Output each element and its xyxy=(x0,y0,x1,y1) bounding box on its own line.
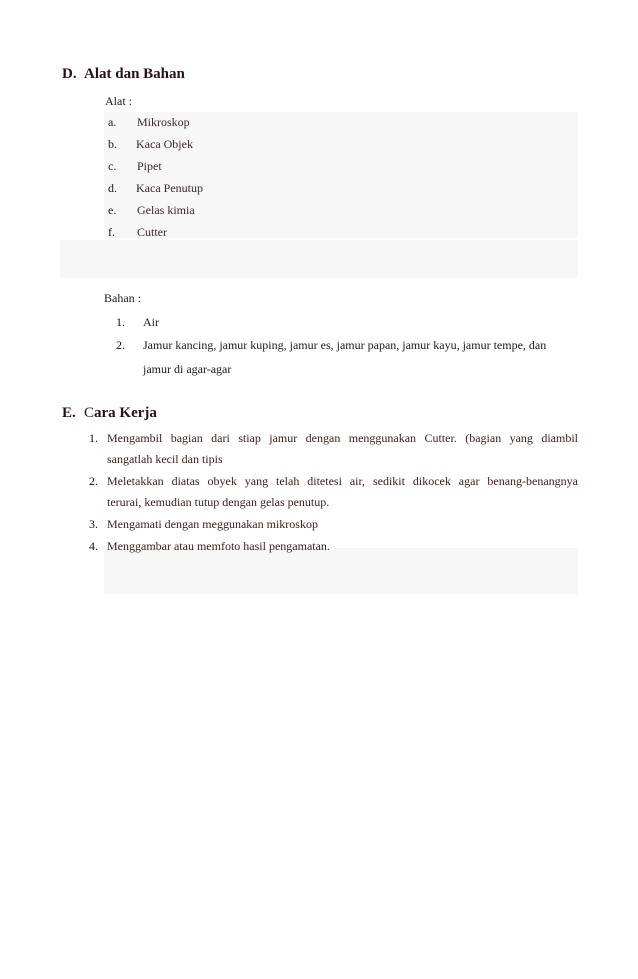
bahan-label: Bahan : xyxy=(104,291,141,305)
section-e-letter: E. xyxy=(62,405,76,421)
section-d-heading xyxy=(62,66,185,83)
bahan-item-line: Jamur kancing, jamur kuping, jamur es, jamur papan, jamur kayu, jamur tempe, dan xyxy=(143,338,547,352)
alat-item: Kaca Objek xyxy=(136,137,193,151)
step-marker: 4. xyxy=(89,539,98,553)
section-d-letter: D. xyxy=(62,66,77,82)
alat-item: Cutter xyxy=(137,225,167,239)
alat-marker: c. xyxy=(108,159,117,173)
step-line: terurai, kemudian tutup dengan gelas penutup. xyxy=(107,495,330,509)
step-marker: 1. xyxy=(89,431,98,445)
alat-item: Mikroskop xyxy=(137,115,190,129)
bahan-marker: 1. xyxy=(116,315,125,329)
alat-lower-shading xyxy=(60,240,578,278)
step-line xyxy=(107,474,578,489)
alat-list-shading xyxy=(104,112,578,238)
alat-item: Pipet xyxy=(137,159,162,173)
alat-marker: b. xyxy=(108,137,117,151)
step-text: Mengambil bagian dari stiap jamur dengan menggunakan Cutter. (bagian yang diambil xyxy=(107,431,578,445)
step-marker: 3. xyxy=(89,517,98,531)
section-e-heading xyxy=(62,405,157,422)
step-text: Meletakkan diatas obyek yang telah ditetesi air, sedikit dikocek agar benang-benangnya xyxy=(107,474,578,488)
section-e-title-rest: ara Kerja xyxy=(94,405,157,421)
alat-label: Alat : xyxy=(105,94,132,108)
step-line: sangatlah kecil dan tipis xyxy=(107,452,223,466)
alat-marker: e. xyxy=(108,203,117,217)
bahan-item-line: jamur di agar-agar xyxy=(143,362,232,376)
section-e-title-initial: C xyxy=(84,405,95,421)
alat-item: Gelas kimia xyxy=(137,203,195,217)
step-text: Menggambar atau memfoto hasil pengamatan. xyxy=(107,539,330,553)
bahan-item: Air xyxy=(143,315,159,329)
section-d-title: Alat dan Bahan xyxy=(84,66,185,82)
step-marker: 2. xyxy=(89,474,98,488)
bahan-marker: 2. xyxy=(116,338,125,352)
alat-marker: f. xyxy=(108,225,115,239)
steps-shading xyxy=(104,548,578,594)
step-text: Mengamati dengan meggunakan mikroskop xyxy=(107,517,318,531)
alat-item: Kaca Penutup xyxy=(136,181,203,195)
alat-marker: a. xyxy=(108,115,117,129)
step-line xyxy=(107,431,578,446)
alat-marker: d. xyxy=(108,181,117,195)
